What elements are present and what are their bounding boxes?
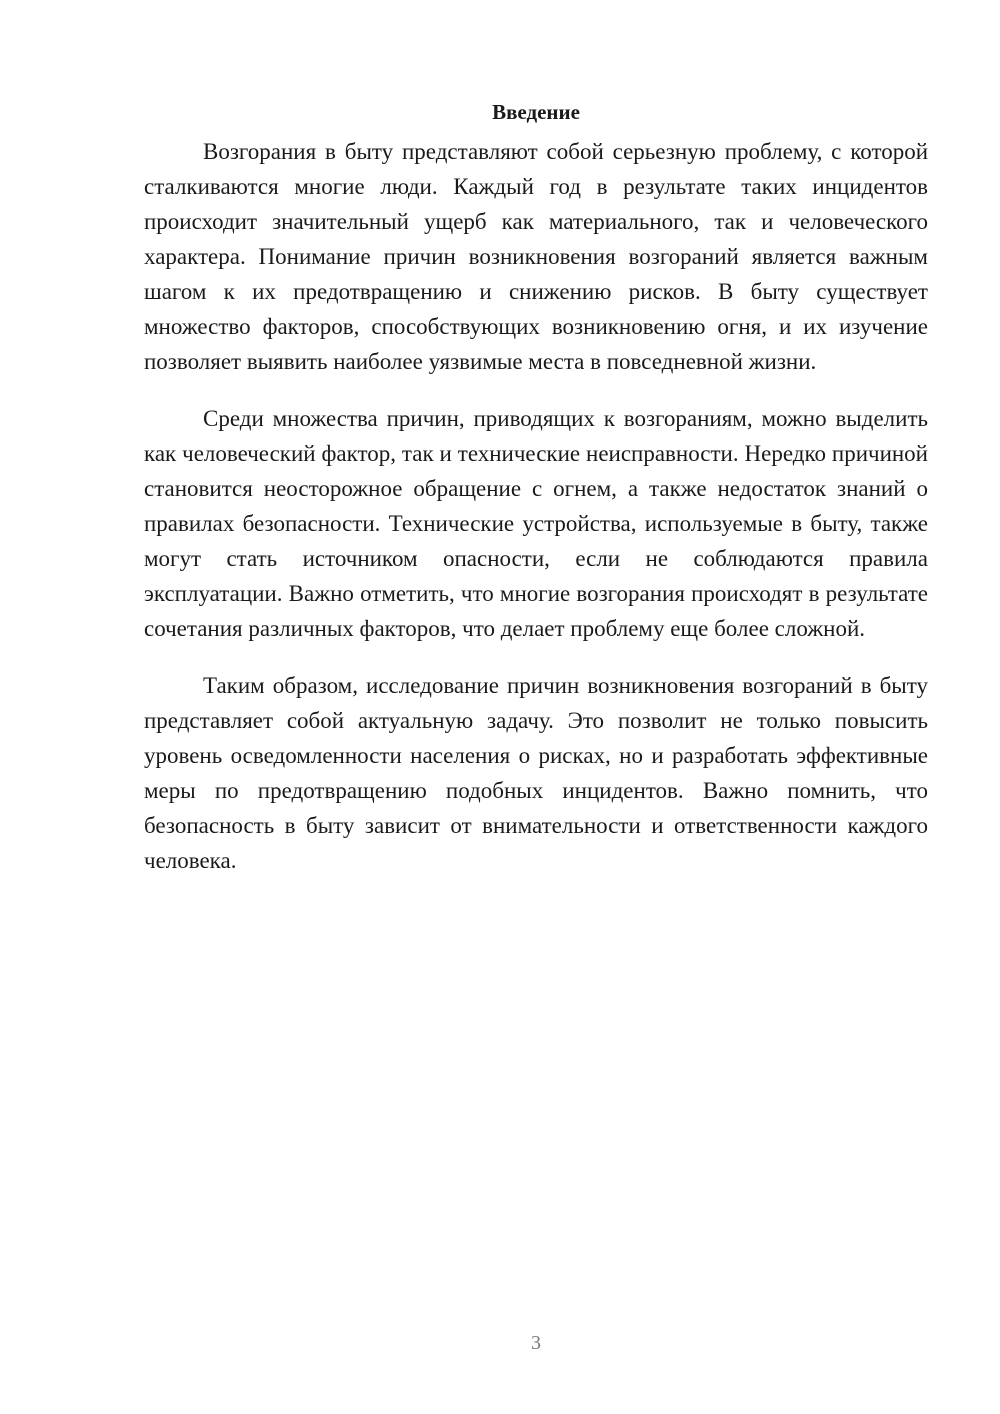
paragraph-1: Возгорания в быту представляют собой серьезную проблему, с которой сталкиваются многие люди. Каждый год в результате таких инцидентов происходит значительный ущерб как материального, так и человеческого характера. Понимание причин возникновения возгораний является важным шагом к их предотвращению и снижению рисков. В быту существует множество факторов, способствующих возникновению огня, и их изучение позволяет выявить наиболее уязвимые места в повседневной жизни. xyxy=(144,139,928,374)
section-heading: Введение xyxy=(492,100,580,124)
page-content xyxy=(144,90,928,900)
paragraph-3: Таким образом, исследование причин возникновения возгораний в быту представляет собой актуальную задачу. Это позволит не только повысить уровень осведомленности населения о рисках, но и разработать эффективные меры по предотвращению подобных инцидентов. Важно помнить, что безопасность в быту зависит от внимательности и ответственности каждого человека. xyxy=(144,673,928,873)
paragraph-2: Среди множества причин, приводящих к возгораниям, можно выделить как человеческий фактор, так и технические неисправности. Нередко причиной становится неосторожное обращение с огнем, а также недостаток знаний о правилах безопасности. Технические устройства, используемые в быту, также могут стать источником опасности, если не соблюдаются правила эксплуатации. Важно отметить, что многие возгорания происходят в результате сочетания различных факторов, что делает проблему еще более сложной. xyxy=(144,406,928,641)
page-number: 3 xyxy=(531,1332,541,1354)
